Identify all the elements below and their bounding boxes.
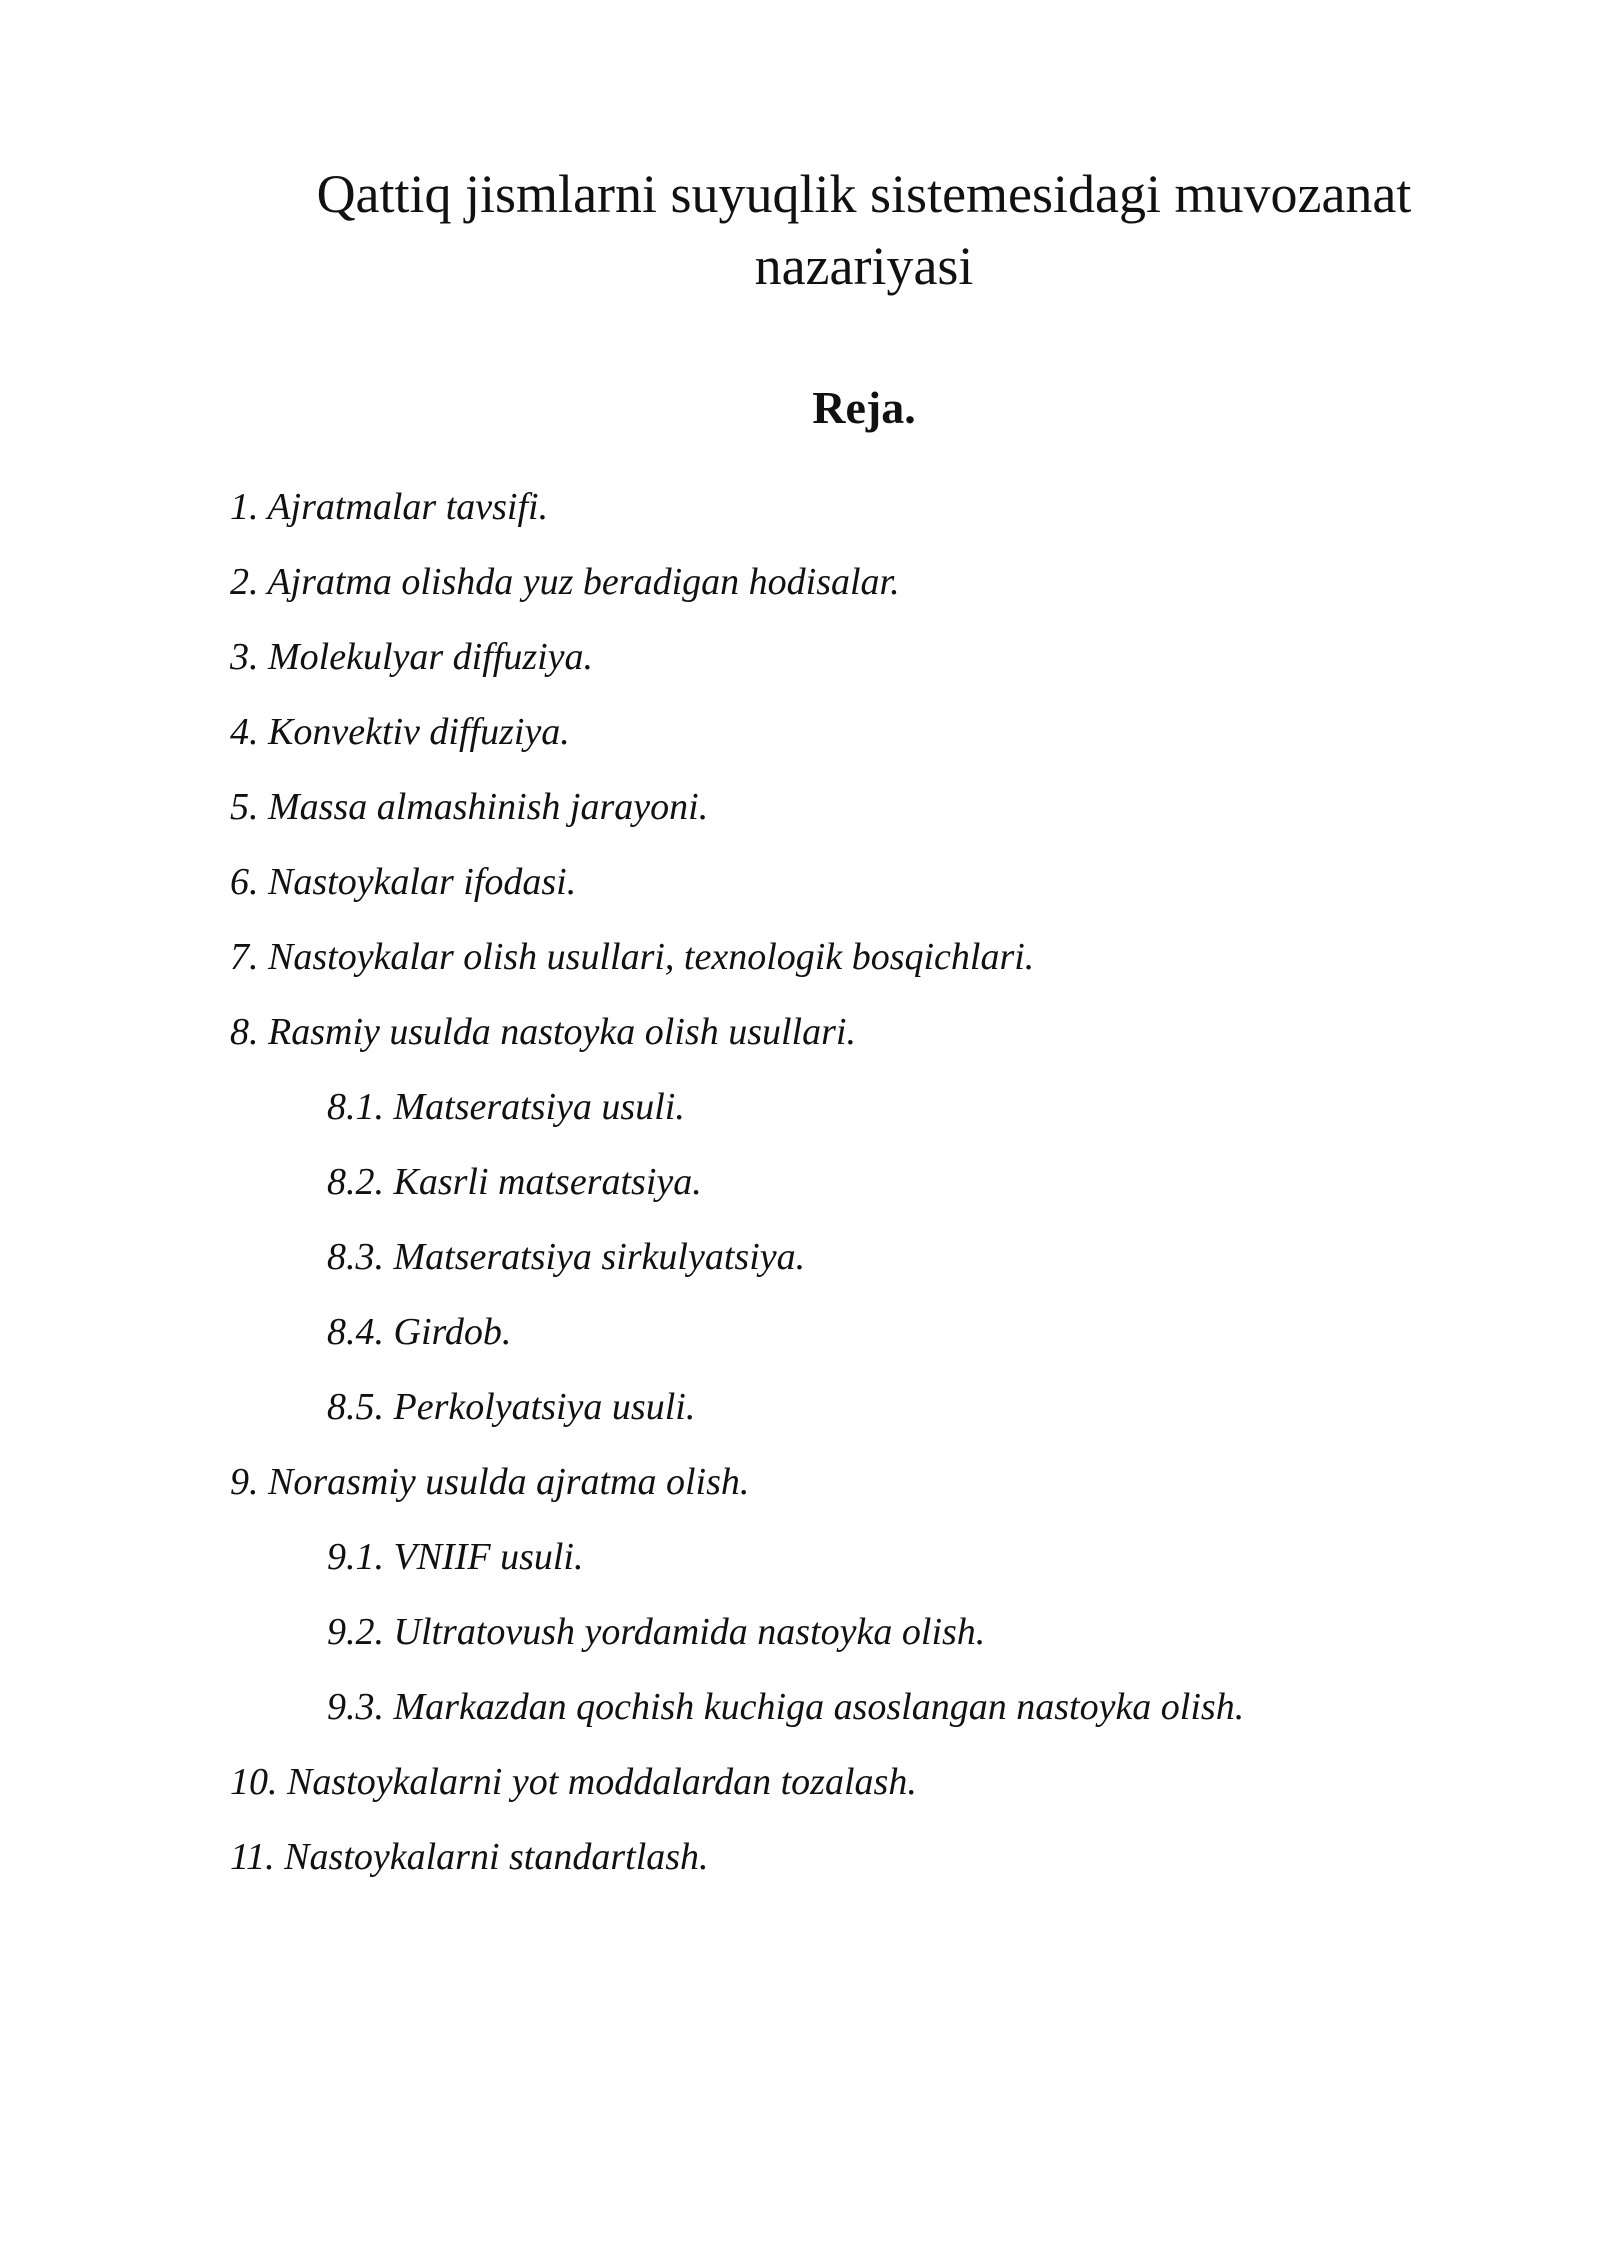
plan-heading: Reja. xyxy=(812,382,916,433)
plan-item: 9. Norasmiy usulda ajratma olish. xyxy=(230,1461,750,1503)
plan-item: 6. Nastoykalar ifodasi. xyxy=(230,861,577,903)
plan-item: 5. Massa almashinish jarayoni. xyxy=(230,786,709,828)
plan-item: 3. Molekulyar diffuziya. xyxy=(230,636,594,678)
plan-subitem: 8.2. Kasrli matseratsiya. xyxy=(327,1161,702,1203)
plan-subitem: 8.3. Matseratsiya sirkulyatsiya. xyxy=(327,1236,806,1278)
plan-subitem: 9.1. VNIIF usuli. xyxy=(327,1536,584,1578)
plan-subitem: 9.2. Ultratovush yordamida nastoyka olish. xyxy=(327,1611,986,1653)
plan-item: 10. Nastoykalarni yot moddalardan tozalash. xyxy=(230,1761,917,1803)
plan-item: 7. Nastoykalar olish usullari, texnologik bosqichlari. xyxy=(230,936,1035,978)
plan-subitem: 8.1. Matseratsiya usuli. xyxy=(327,1086,685,1128)
document-title: Qattiq jismlarni suyuqlik sistemesidagi muvozanat nazariyasi xyxy=(316,164,1412,296)
plan-subitem: 8.4. Girdob. xyxy=(327,1311,512,1353)
plan-item: 8. Rasmiy usulda nastoyka olish usullari. xyxy=(230,1011,856,1053)
plan-item: 11. Nastoykalarni standartlash. xyxy=(230,1836,709,1878)
plan-subitem: 9.3. Markazdan qochish kuchiga asoslangan nastoyka olish. xyxy=(327,1686,1245,1728)
plan-list xyxy=(230,470,1530,1895)
plan-item: 4. Konvektiv diffuziya. xyxy=(230,711,570,753)
plan-subitem: 8.5. Perkolyatsiya usuli. xyxy=(327,1386,696,1428)
plan-item: 2. Ajratma olishda yuz beradigan hodisalar. xyxy=(230,561,900,603)
plan-item: 1. Ajratmalar tavsifi. xyxy=(230,486,549,528)
